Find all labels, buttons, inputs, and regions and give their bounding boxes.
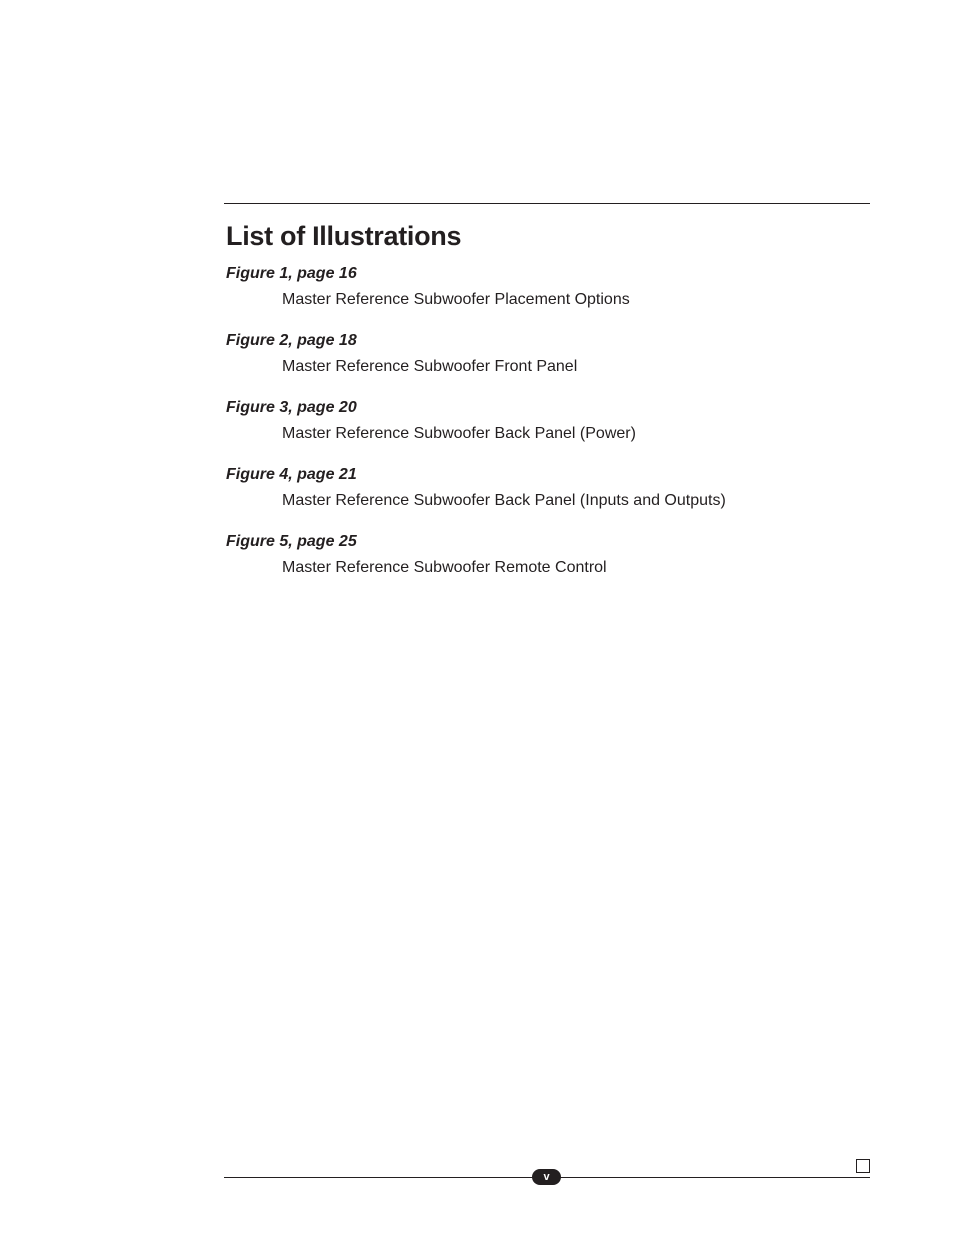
figure-reference: Figure 2, page 18 [226,332,357,349]
figure-caption: Master Reference Subwoofer Back Panel (Power) [282,425,636,442]
figure-entry [226,465,866,532]
figure-reference: Figure 1, page 16 [226,265,357,282]
figure-entry [226,532,866,599]
figure-caption: Master Reference Subwoofer Back Panel (Inputs and Outputs) [282,492,726,509]
figure-caption: Master Reference Subwoofer Placement Options [282,291,630,308]
top-divider [224,203,870,204]
figure-reference: Figure 3, page 20 [226,399,357,416]
figure-caption: Master Reference Subwoofer Front Panel [282,358,578,375]
figure-list [226,264,866,599]
figure-reference: Figure 5, page 25 [226,533,357,550]
figure-entry [226,398,866,465]
figure-caption: Master Reference Subwoofer Remote Control [282,559,607,576]
figure-entry [226,331,866,398]
figure-reference: Figure 4, page 21 [226,466,357,483]
page-number-badge: v [532,1169,561,1185]
page-title: List of Illustrations [226,221,462,251]
figure-entry [226,264,866,331]
corner-square-icon [856,1159,870,1173]
